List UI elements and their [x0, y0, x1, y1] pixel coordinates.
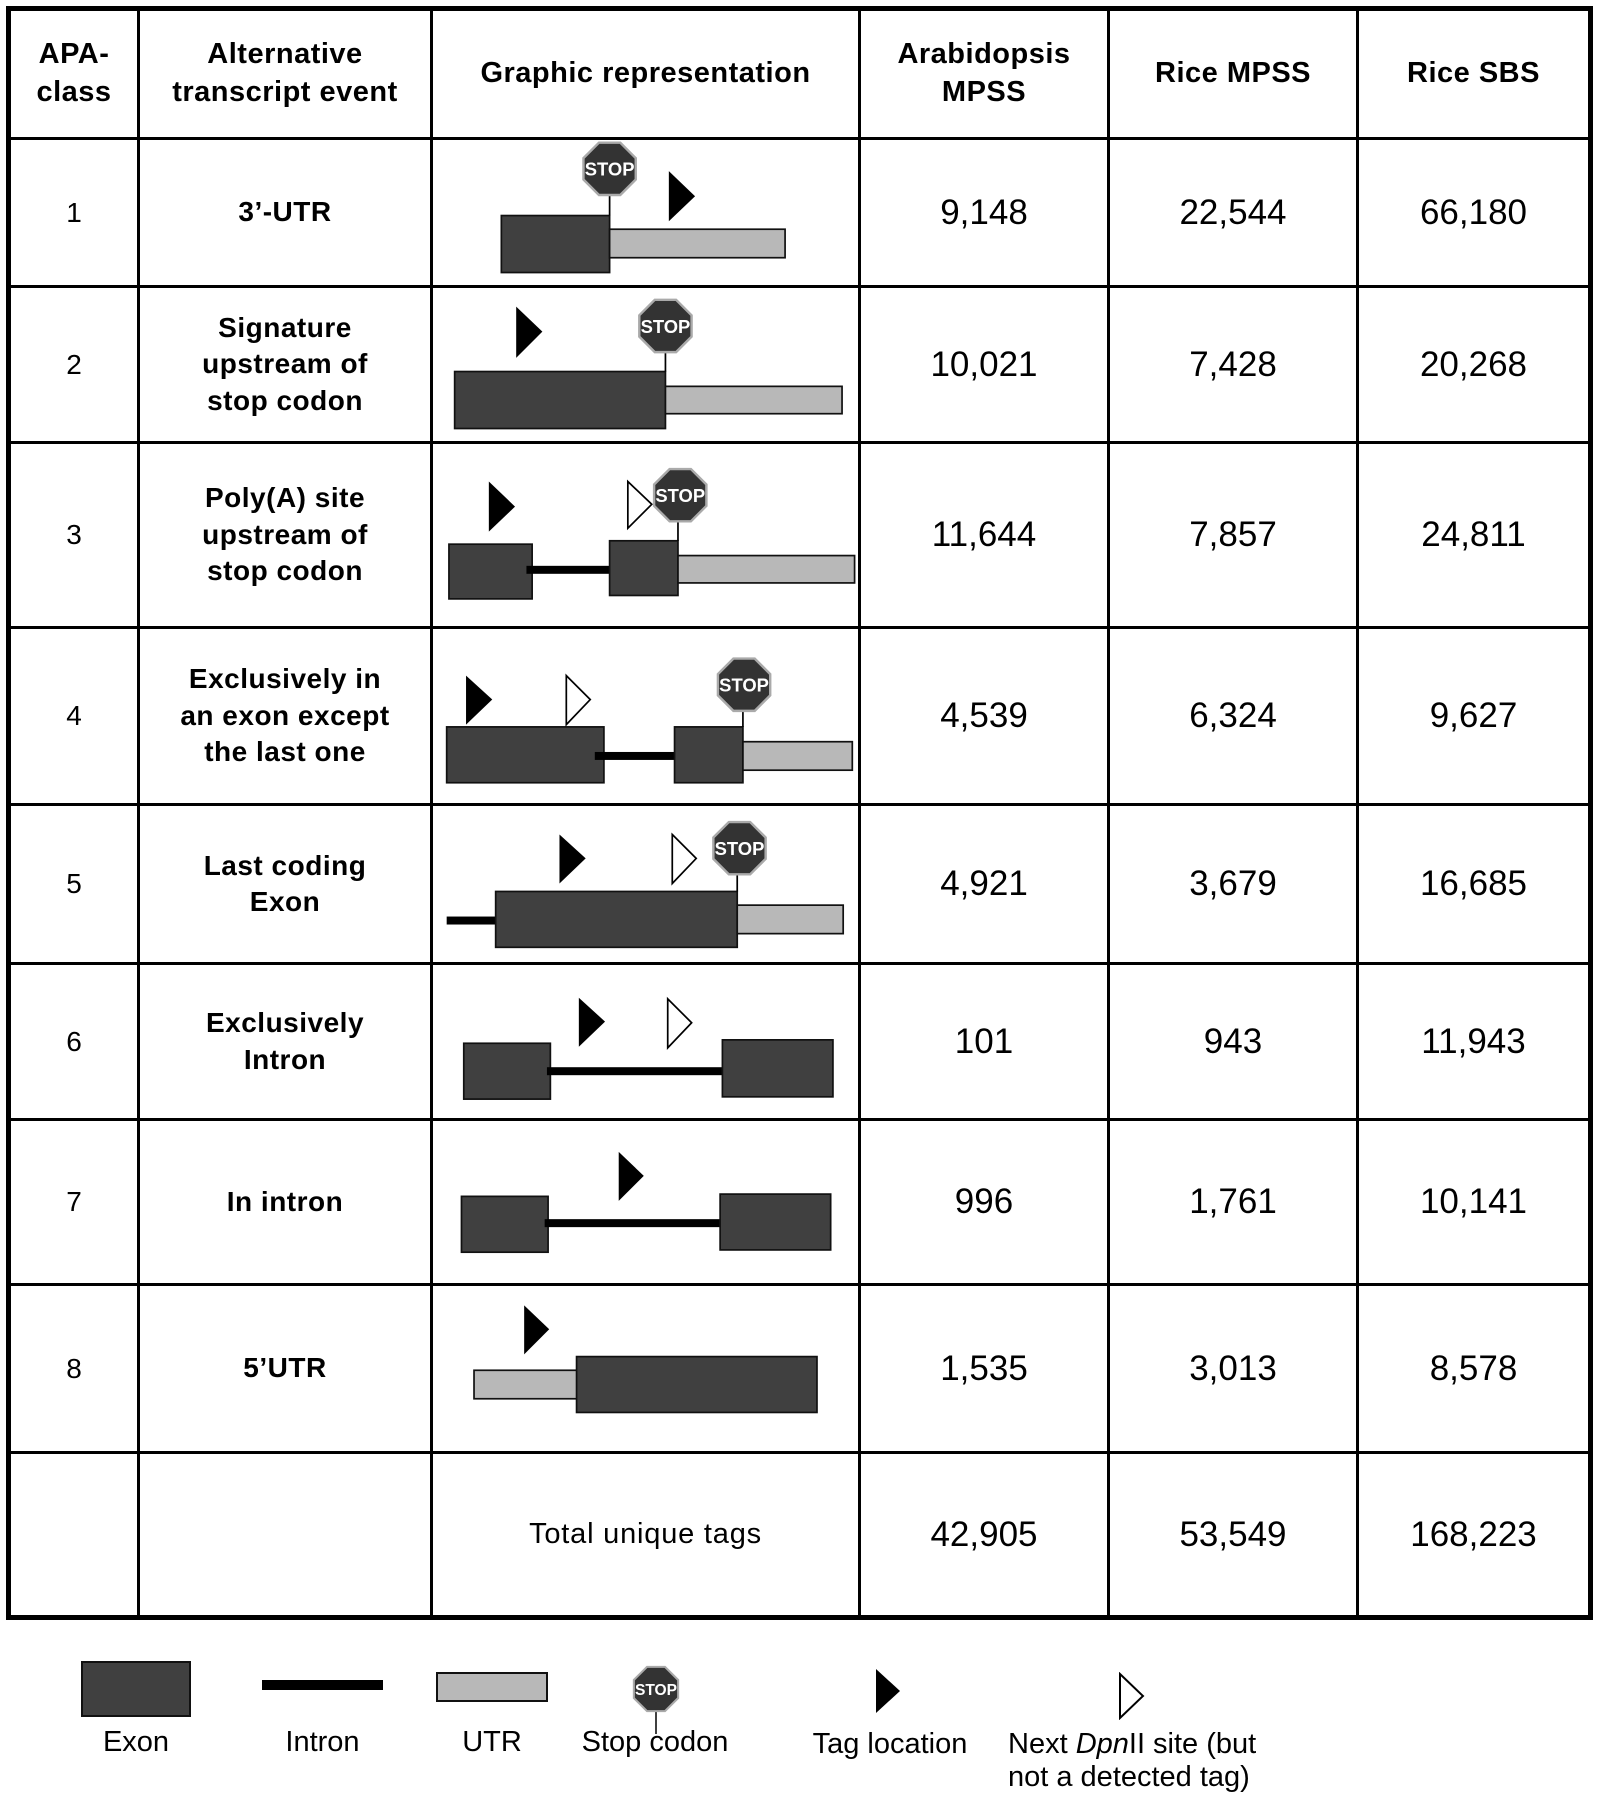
exon-shape [464, 1043, 551, 1099]
intron-shape [547, 1067, 725, 1075]
header-text: Arabidopsis [897, 38, 1071, 71]
legend-text-italic: Dpn [1075, 1728, 1129, 1760]
diagram-polya-upstream-stop [433, 442, 858, 627]
count-value: 11,943 [1421, 1021, 1526, 1061]
diagram-in-intron [433, 1119, 858, 1284]
svg-text:STOP: STOP [640, 315, 691, 337]
legend-intron-swatch [262, 1679, 383, 1691]
legend-text: Next [1008, 1728, 1076, 1760]
cell-apa-class [11, 444, 137, 626]
legend-stop-codon-label: Stop codon [581, 1726, 729, 1758]
exon-shape [577, 1357, 817, 1413]
legend-utr-swatch [436, 1672, 548, 1702]
legend-exon-label: Exon [102, 1726, 170, 1758]
count-value: 66,180 [1419, 192, 1528, 232]
svg-text:STOP: STOP [719, 674, 769, 696]
cell-arabidopsis-mpss [861, 1286, 1107, 1451]
count-value: 101 [954, 1021, 1014, 1061]
count-value: 943 [1203, 1021, 1263, 1061]
next-dpnii-site-icon [672, 835, 696, 884]
count-value: 7,857 [1189, 515, 1277, 554]
cell-arabidopsis-mpss [861, 140, 1107, 285]
header-rice-sbs [1359, 11, 1588, 137]
header-apa-class [11, 11, 137, 137]
apa-class-value: 1 [66, 196, 82, 228]
tag-location-icon [489, 482, 515, 532]
count-value: 1,535 [940, 1348, 1028, 1388]
header-text: Rice MPSS [1155, 57, 1311, 90]
event-text: stop codon [207, 384, 363, 416]
total-value: 42,905 [930, 1514, 1038, 1554]
cell-total-rice-mpss [1110, 1454, 1356, 1615]
diagram-exclusively-exon [433, 627, 858, 804]
count-value: 3,013 [1189, 1348, 1277, 1388]
cell-rice-sbs [1359, 140, 1588, 285]
cell-arabidopsis-mpss [861, 444, 1107, 626]
tag-location-icon [619, 1152, 644, 1201]
cell-rice-mpss [1110, 806, 1356, 962]
cell-rice-sbs [1359, 806, 1588, 962]
exon-shape [461, 1196, 548, 1252]
cell-rice-mpss [1110, 1121, 1356, 1283]
legend-stop-codon-icon [628, 1662, 684, 1734]
count-value: 9,148 [940, 192, 1028, 232]
cell-total-arabidopsis [861, 1454, 1107, 1615]
exon-shape [722, 1040, 833, 1097]
cell-apa-class [11, 629, 137, 803]
count-value: 10,021 [930, 344, 1038, 384]
header-text: Rice SBS [1407, 57, 1540, 90]
count-value: 3,679 [1189, 864, 1277, 903]
legend-text: II site (but [1128, 1728, 1257, 1760]
count-value: 10,141 [1419, 1182, 1528, 1221]
intron-shape [595, 752, 679, 760]
count-value: 1,761 [1189, 1182, 1277, 1221]
apa-class-value: 7 [66, 1186, 82, 1217]
svg-text:STOP: STOP [634, 1681, 678, 1699]
cell-arabidopsis-mpss [861, 288, 1107, 441]
next-dpnii-site-icon [566, 676, 590, 725]
tag-location-icon [579, 998, 605, 1047]
cell-apa-class [11, 1286, 137, 1451]
cell-arabidopsis-mpss [861, 1121, 1107, 1283]
cell-apa-class [11, 140, 137, 285]
count-value: 11,644 [931, 515, 1037, 554]
event-text: In intron [226, 1185, 344, 1217]
cell-apa-class [11, 1121, 137, 1283]
apa-class-value: 4 [66, 700, 82, 731]
cell-rice-mpss [1110, 1286, 1356, 1451]
exon-shape [675, 727, 743, 783]
intron-shape [545, 1219, 723, 1227]
event-text: Exclusively [205, 1007, 365, 1039]
count-value: 7,428 [1189, 344, 1277, 384]
cell-rice-sbs [1359, 965, 1588, 1118]
cell-rice-mpss [1110, 965, 1356, 1118]
legend-tag-location-icon [874, 1667, 902, 1715]
cell-empty [11, 1454, 137, 1615]
event-text: Intron [243, 1043, 327, 1075]
tag-location-icon [669, 171, 695, 221]
count-value: 22,544 [1179, 192, 1287, 232]
intron-shape [526, 566, 610, 574]
total-value: 168,223 [1410, 1514, 1537, 1554]
utr-shape [610, 229, 785, 257]
next-dpnii-site-icon [628, 482, 652, 529]
header-event [140, 11, 430, 137]
cell-arabidopsis-mpss [861, 629, 1107, 803]
count-value: 9,627 [1429, 696, 1518, 735]
exon-shape [496, 891, 738, 947]
event-text: Exclusively in [188, 663, 382, 695]
utr-shape [474, 1370, 579, 1398]
exon-shape [449, 544, 532, 599]
next-dpnii-site-icon [668, 999, 692, 1048]
legend-next-dpnii-site-label [1008, 1728, 1256, 1794]
count-value: 16,685 [1419, 864, 1528, 903]
event-text: upstream of [202, 518, 368, 550]
count-value: 20,268 [1419, 344, 1528, 384]
tag-location-icon [466, 676, 492, 725]
utr-shape [743, 742, 852, 770]
exon-shape [610, 541, 678, 596]
cell-event [140, 806, 430, 962]
event-text: upstream of [202, 348, 368, 380]
cell-total-rice-sbs [1359, 1454, 1588, 1615]
total-value: 53,549 [1179, 1514, 1287, 1554]
cell-event [140, 1286, 430, 1451]
cell-rice-sbs [1359, 1121, 1588, 1283]
legend-exon-swatch [80, 1660, 192, 1718]
cell-event [140, 1121, 430, 1283]
cell-rice-mpss [1110, 444, 1356, 626]
header-text: class [36, 76, 112, 108]
event-text: Exon [249, 886, 321, 917]
exon-shape [501, 216, 609, 273]
tag-location-icon [559, 835, 585, 884]
cell-event [140, 444, 430, 626]
diagram-3utr [433, 138, 858, 284]
event-text: Signature [218, 311, 352, 343]
stop-sign-icon [639, 300, 691, 352]
cell-rice-sbs [1359, 1286, 1588, 1451]
diagram-last-coding-exon [433, 804, 858, 963]
count-value: 24,811 [1421, 515, 1526, 554]
stop-sign-icon [713, 822, 765, 874]
cell-event [140, 965, 430, 1118]
count-value: 6,324 [1189, 696, 1277, 735]
event-text: 5’UTR [243, 1352, 327, 1384]
apa-class-value: 2 [66, 348, 82, 380]
exon-shape [455, 372, 666, 429]
header-text: MPSS [941, 76, 1027, 108]
cell-rice-sbs [1359, 288, 1588, 441]
event-text: 3’-UTR [238, 196, 332, 228]
cell-rice-mpss [1110, 140, 1356, 285]
cell-apa-class [11, 965, 137, 1118]
cell-rice-mpss [1110, 288, 1356, 441]
header-text: Alternative [207, 38, 363, 71]
cell-arabidopsis-mpss [861, 965, 1107, 1118]
header-text: Graphic representation [480, 57, 811, 90]
tag-location-icon [516, 307, 542, 358]
event-text: Poly(A) site [204, 482, 366, 514]
utr-shape [665, 386, 842, 413]
svg-text:STOP: STOP [714, 837, 765, 859]
legend-intron-label: Intron [285, 1726, 360, 1758]
cell-empty [140, 1454, 430, 1615]
diagram-signature-upstream-stop [433, 286, 858, 440]
cell-rice-mpss [1110, 629, 1356, 803]
event-text: stop codon [207, 555, 363, 587]
apa-class-value: 3 [66, 519, 82, 550]
cell-apa-class [11, 288, 137, 441]
utr-shape [737, 905, 843, 933]
count-value: 4,921 [940, 864, 1028, 903]
apa-class-value: 6 [66, 1025, 82, 1057]
header-rice-mpss [1110, 11, 1356, 137]
count-value: 996 [954, 1182, 1014, 1221]
stop-sign-icon [718, 659, 770, 711]
cell-rice-sbs [1359, 629, 1588, 803]
cell-event [140, 629, 430, 803]
event-text: Last coding [203, 849, 367, 881]
cell-arabidopsis-mpss [861, 806, 1107, 962]
total-label: Total unique tags [529, 1518, 762, 1550]
header-text: APA- [38, 38, 110, 71]
header-graphic [433, 11, 858, 137]
diagram-exclusively-intron [433, 963, 858, 1119]
header-text: transcript event [172, 76, 398, 108]
stop-sign-icon [654, 469, 706, 521]
exon-shape [447, 727, 604, 783]
count-value: 8,578 [1429, 1348, 1518, 1388]
legend-text: not a detected tag) [1008, 1761, 1250, 1793]
apa-class-value: 8 [66, 1352, 82, 1384]
legend-tag-location-label: Tag location [812, 1728, 968, 1760]
tag-location-icon [524, 1305, 549, 1354]
cell-rice-sbs [1359, 444, 1588, 626]
legend-next-dpnii-site-icon [1118, 1672, 1146, 1720]
event-text: an exon except [180, 699, 390, 731]
exon-shape [720, 1194, 831, 1250]
utr-shape [678, 556, 855, 583]
stop-sign-icon [583, 143, 635, 195]
cell-event [140, 288, 430, 441]
apa-class-value: 5 [66, 868, 82, 899]
cell-apa-class [11, 806, 137, 962]
header-arabidopsis-mpss [861, 11, 1107, 137]
svg-text:STOP: STOP [655, 484, 706, 506]
event-text: the last one [204, 736, 366, 768]
svg-text:STOP: STOP [584, 158, 635, 180]
count-value: 4,539 [940, 696, 1028, 735]
cell-event [140, 140, 430, 285]
legend-utr-label: UTR [462, 1726, 522, 1758]
cell-total-label [433, 1454, 858, 1615]
diagram-5utr [433, 1284, 858, 1452]
